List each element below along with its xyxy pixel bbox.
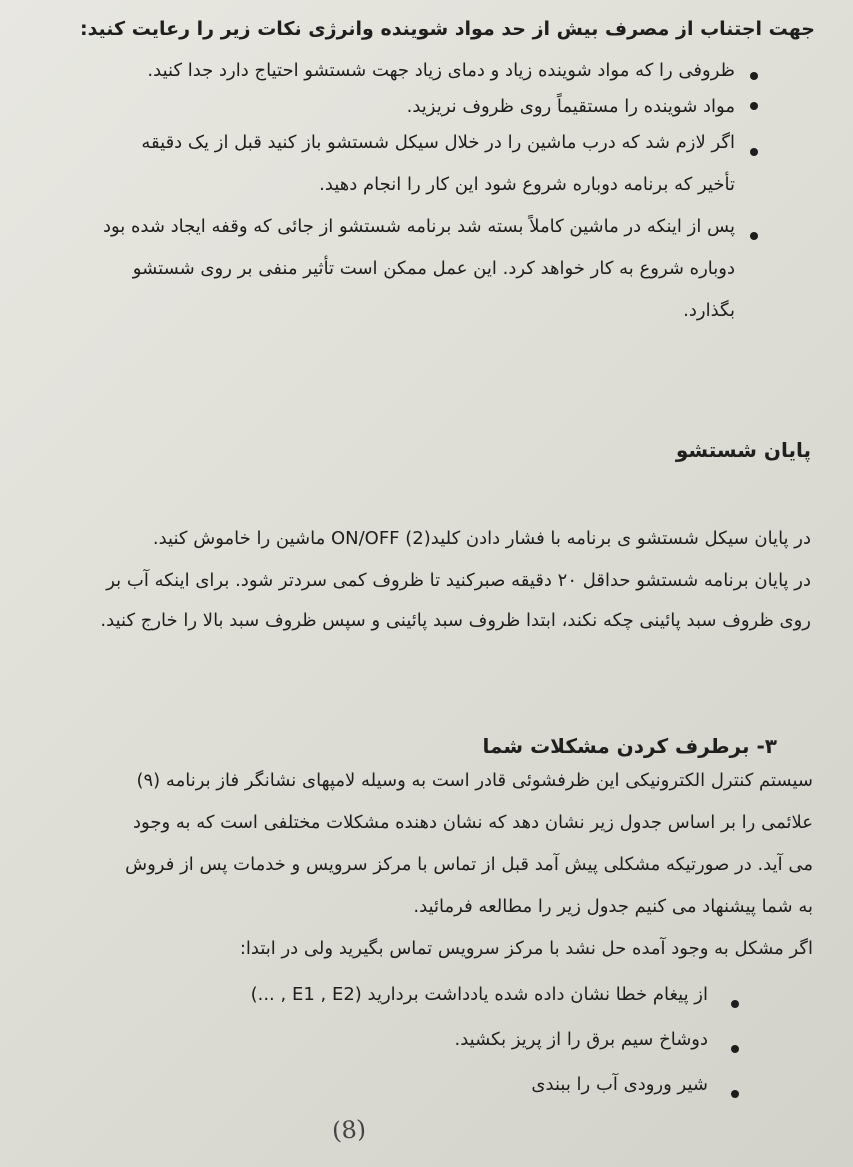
bullet-icon <box>731 1000 739 1008</box>
bullet-icon <box>750 148 758 156</box>
section-3-item-3: شیر ورودی آب را ببندی <box>531 1074 708 1095</box>
section-1-item-4-line-1: پس از اینکه در ماشین کاملاً بسته شد برنامه شستشو از جائی که وقفه ایجاد شده بود <box>102 216 735 237</box>
section-2-paragraph-2-line-1: در پایان برنامه شستشو حداقل ۲۰ دقیقه صبرکنید تا ظروف کمی سردتر شود. برای اینکه آب بر <box>106 570 811 591</box>
section-3-item-1: از پیغام خطا نشان داده شده یادداشت بردارید (E1 , E2 , ...) <box>250 984 708 1005</box>
bullet-icon <box>731 1045 739 1053</box>
bullet-icon <box>750 232 758 240</box>
section-1-item-4-line-3: بگذارد. <box>683 300 735 321</box>
page-number: (8) <box>331 1114 367 1146</box>
bullet-icon <box>731 1090 739 1098</box>
section-2-heading: پایان شستشو <box>675 438 811 462</box>
section-3-lead-text: اگر مشکل به وجود آمده حل نشد با مرکز سرویس تماس بگیرید ولی در ابتدا: <box>239 938 813 959</box>
section-3-body-line-2: علائمی را بر اساس جدول زیر نشان دهد که نشان دهنده مشکلات مختلفی است که به وجود <box>133 812 813 833</box>
bullet-icon <box>750 102 758 110</box>
section-3-body-line-4: به شما پیشنهاد می کنیم جدول زیر را مطالعه فرمائید. <box>413 896 813 917</box>
section-3-body-line-1: سیستم کنترل الکترونیکی این ظرفشوئی قادر است به وسیله لامپهای نشانگر فاز برنامه (۹) <box>136 770 813 791</box>
bullet-icon <box>750 72 758 80</box>
section-1-item-1-line-1: ظروفی را که مواد شوینده زیاد و دمای زیاد جهت شستشو احتیاج دارد جدا کنید. <box>147 60 735 81</box>
section-3-body-line-3: می آید. در صورتیکه مشکلی پیش آمد قبل از تماس با مرکز سرویس و خدمات پس از فروش <box>125 854 813 875</box>
section-1-title: جهت اجتناب از مصرف بیش از حد مواد شوینده وانرژی نکات زیر را رعایت کنید: <box>79 18 815 40</box>
section-1-item-3-line-1: اگر لازم شد که درب ماشین را در خلال سیکل شستشو باز کنید قبل از یک دقیقه <box>141 132 735 153</box>
section-1-item-4-line-2: دوباره شروع به کار خواهد کرد. این عمل ممکن است تأثیر منفی بر روی شستشو <box>132 258 735 279</box>
section-3-heading: ۳- برطرف کردن مشکلات شما <box>482 734 777 758</box>
section-2-paragraph-1: در پایان سیکل شستشو ی برنامه با فشار دادن کلید(2) ON/OFF ماشین را خاموش کنید. <box>152 528 811 549</box>
section-3-item-2: دوشاخ سیم برق را از پریز بکشید. <box>454 1029 708 1050</box>
section-1-item-3-line-2: تأخیر که برنامه دوباره شروع شود این کار را انجام دهید. <box>319 174 735 195</box>
section-1-item-2-line-1: مواد شوینده را مستقیماً روی ظروف نریزید. <box>406 96 735 117</box>
section-2-paragraph-2-line-2: روی ظروف سبد پائینی چکه نکند، ابتدا ظروف سبد پائینی و سپس ظروف سبد بالا را خارج کنید. <box>100 610 811 631</box>
